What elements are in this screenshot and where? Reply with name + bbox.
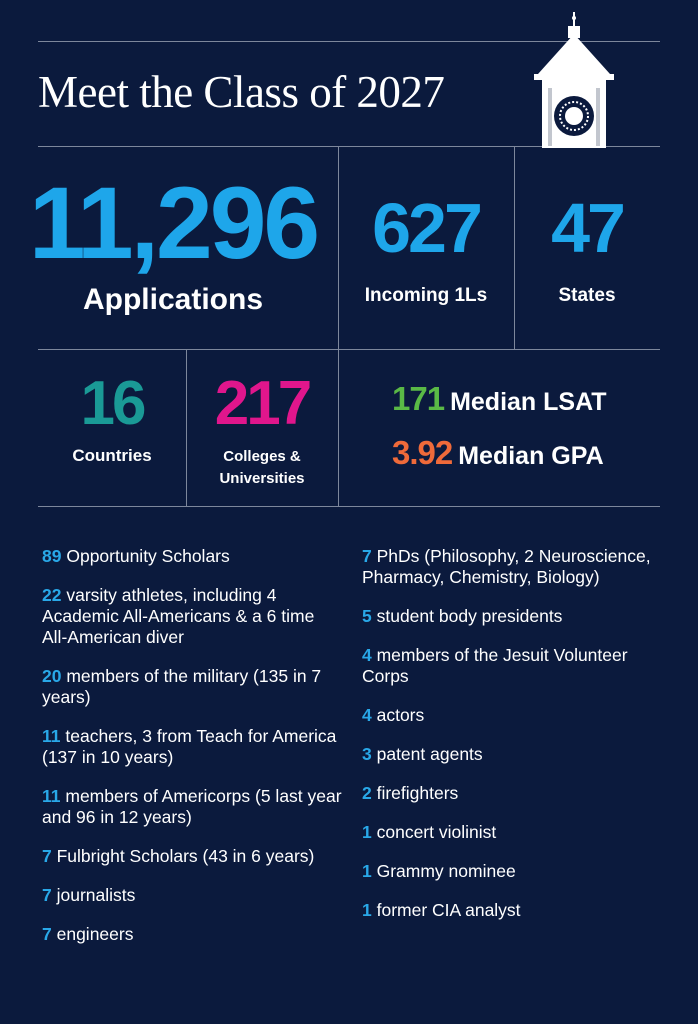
list-item-text: Fulbright Scholars (43 in 6 years) bbox=[56, 846, 315, 866]
list-item bbox=[42, 924, 342, 945]
list-item-count: 1 bbox=[362, 861, 372, 881]
list-item bbox=[362, 783, 662, 804]
list-item-count: 11 bbox=[42, 726, 61, 746]
list-item bbox=[42, 885, 342, 906]
stats-bottom-divider bbox=[38, 506, 660, 507]
list-item-count: 11 bbox=[42, 786, 61, 806]
list-item-count: 5 bbox=[362, 606, 372, 626]
list-item bbox=[362, 861, 662, 882]
colleges-label: Colleges & Universities bbox=[219, 448, 305, 487]
list-item-count: 4 bbox=[362, 645, 372, 665]
list-item-text: firefighters bbox=[376, 783, 459, 803]
list-item-count: 1 bbox=[362, 822, 372, 842]
list-item bbox=[362, 606, 662, 627]
countries-value: 16 bbox=[80, 369, 144, 438]
list-item-text: teachers, 3 from Teach for America (137 in 10 years) bbox=[42, 726, 337, 767]
list-item-text: engineers bbox=[56, 924, 134, 944]
list-item-count: 3 bbox=[362, 744, 372, 764]
list-item-count: 2 bbox=[362, 783, 372, 803]
list-item bbox=[42, 786, 342, 828]
colleges-value: 217 bbox=[214, 369, 310, 438]
list-item-text: members of the military (135 in 7 years) bbox=[42, 666, 322, 707]
list-item-count: 7 bbox=[42, 885, 52, 905]
list-item-text: journalists bbox=[56, 885, 136, 905]
list-item bbox=[362, 645, 662, 687]
list-item bbox=[42, 846, 342, 867]
list-item-count: 7 bbox=[42, 924, 52, 944]
list-item-text: student body presidents bbox=[376, 606, 563, 626]
list-item-text: members of the Jesuit Volunteer Corps bbox=[362, 645, 628, 686]
list-item-text: PhDs (Philosophy, 2 Neuroscience, Pharmacy, Chemistry, Biology) bbox=[362, 546, 651, 587]
incoming-value: 627 bbox=[372, 189, 480, 267]
median-lsat-value: 171 bbox=[392, 380, 445, 417]
median-lsat-label: Median LSAT bbox=[450, 388, 607, 416]
stats-row-divider bbox=[38, 349, 660, 350]
page-title: Meet the Class of 2027 bbox=[38, 67, 445, 117]
incoming-label: Incoming 1Ls bbox=[364, 285, 488, 306]
list-item-text: members of Americorps (5 last year and 96 in 12 years) bbox=[42, 786, 342, 827]
median-gpa-value: 3.92 bbox=[392, 434, 453, 471]
list-item-count: 7 bbox=[362, 546, 372, 566]
left-fact-list bbox=[42, 546, 342, 963]
median-gpa-label: Median GPA bbox=[458, 442, 604, 470]
states-label: States bbox=[558, 285, 616, 306]
list-item bbox=[362, 744, 662, 765]
list-item-count: 22 bbox=[42, 585, 62, 605]
right-fact-list bbox=[362, 546, 662, 939]
list-item-text: Grammy nominee bbox=[376, 861, 516, 881]
list-item-count: 4 bbox=[362, 705, 372, 725]
list-item-text: former CIA analyst bbox=[376, 900, 521, 920]
list-item bbox=[42, 585, 342, 648]
list-item-count: 20 bbox=[42, 666, 62, 686]
list-item-text: actors bbox=[376, 705, 425, 725]
median-gpa-row bbox=[392, 434, 604, 472]
list-item bbox=[42, 546, 342, 567]
countries-label: Countries bbox=[72, 446, 152, 465]
list-item bbox=[362, 822, 662, 843]
list-item bbox=[362, 705, 662, 726]
states-value: 47 bbox=[551, 189, 623, 267]
list-item bbox=[42, 726, 342, 768]
clock-tower-icon bbox=[530, 12, 618, 148]
list-item-count: 89 bbox=[42, 546, 62, 566]
list-item-text: Opportunity Scholars bbox=[66, 546, 230, 566]
list-item-text: varsity athletes, including 4 Academic All-Americans & a 6 time All-American diver bbox=[42, 585, 315, 647]
applications-label: Applications bbox=[82, 283, 263, 316]
list-item-text: patent agents bbox=[376, 744, 483, 764]
list-item bbox=[362, 900, 662, 921]
list-item-count: 7 bbox=[42, 846, 52, 866]
list-item-text: concert violinist bbox=[376, 822, 497, 842]
median-lsat-row bbox=[392, 380, 607, 418]
list-item bbox=[362, 546, 662, 588]
applications-value: 11,296 bbox=[28, 166, 318, 280]
list-item-count: 1 bbox=[362, 900, 372, 920]
list-item bbox=[42, 666, 342, 708]
